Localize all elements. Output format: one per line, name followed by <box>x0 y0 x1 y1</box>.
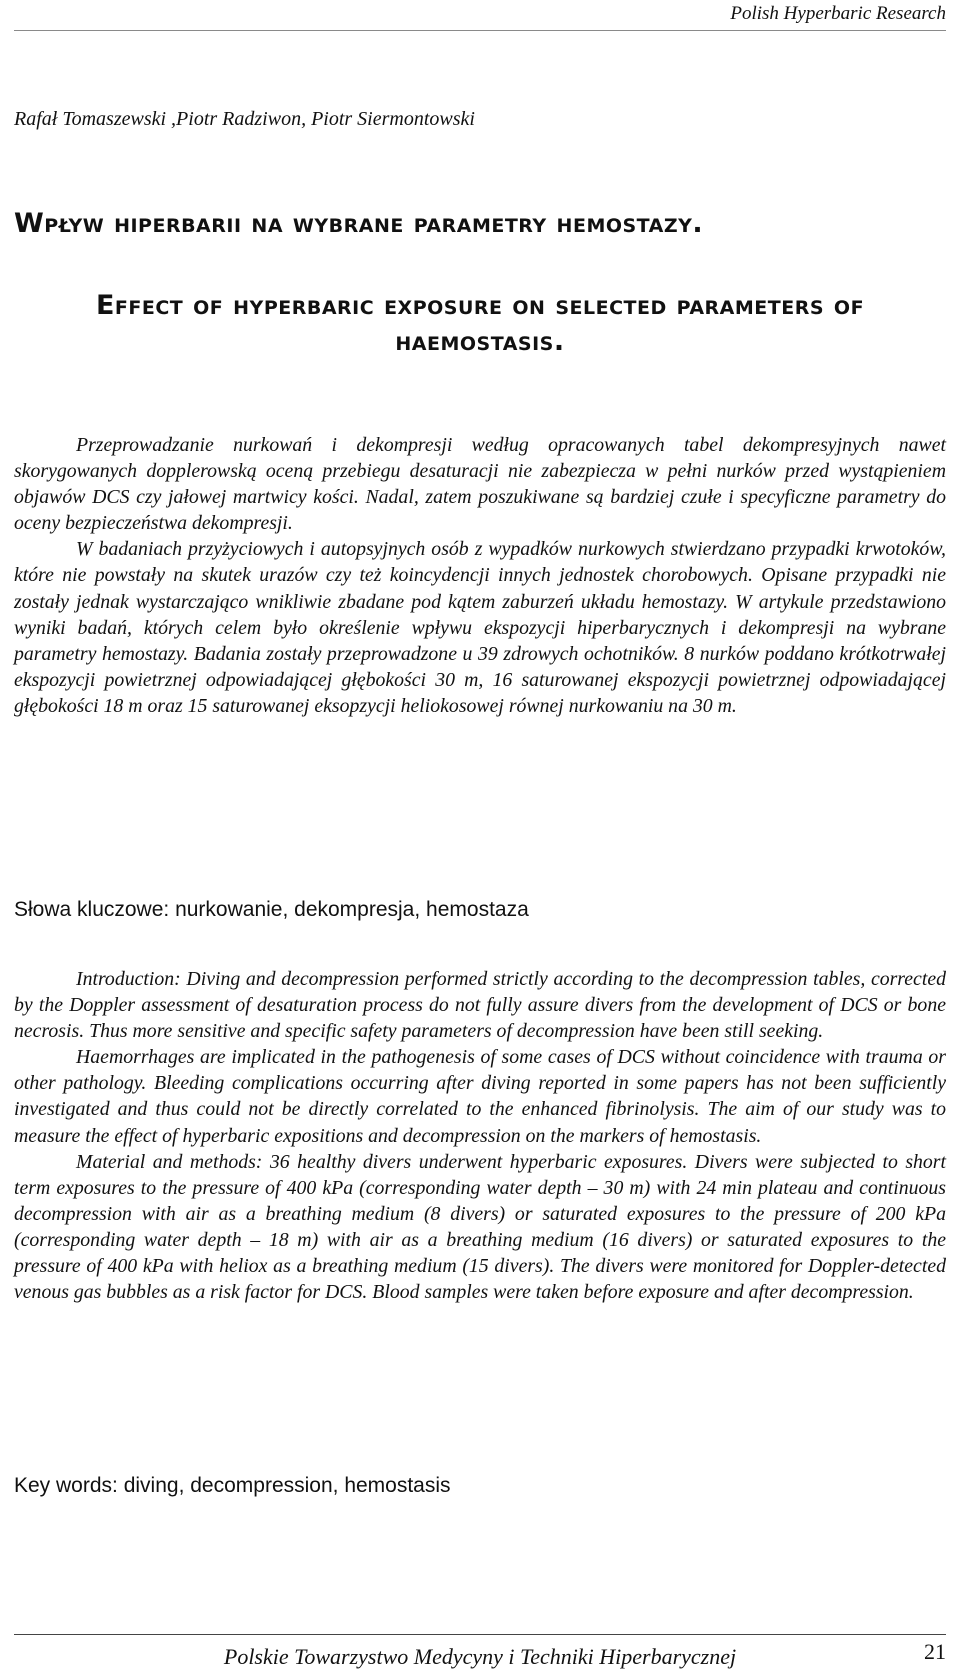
abstract-english <box>14 966 946 1305</box>
abstract-paragraph: Haemorrhages are implicated in the pathogenesis of some cases of DCS without coincidence with trauma or other pathology. Bleeding complications occurring after diving reported in some papers has not been sufficiently investigated and thus could not be directly correlated to the enhanced fibrinolysis. The aim of our study was to measure the effect of hyperbaric expositions and decompression on the markers of hemostasis. <box>14 1046 946 1147</box>
abstract-paragraph: W badaniach przyżyciowych i autopsyjnych osób z wypadków nurkowych stwierdzano przypadki krwotoków, które nie powstały na skutek urazów czy też koincydencji innych jednostek chorobowych. Opisane przypadki nie zostały jednak wystarczająco wnikliwie zbadane pod kątem zaburzeń układu hemostazy. W artykule przedstawiono wyniki badań, których celem było określenie wpływu ekspozycji hiperbarycznych i dekompresji na wybrane parametry hemostazy. Badania zostały przeprowadzone u 39 zdrowych ochotników. 8 nurków poddano krótkotrwałej ekspozycji powietrznej odpowiadającej głębokości 30 m, 16 saturowanej ekspozycji powietrznej odpowiadającej głębokości 18 m oraz 15 saturowanej eksopzycji heliokosowej równej nurkowaniu na 30 m. <box>14 538 946 717</box>
page-number: 21 <box>924 1639 946 1664</box>
abstract-paragraph: Przeprowadzanie nurkowań i dekompresji według opracowanych tabel dekompresyjnych nawet skorygowanych dopplerowską oceną przebiegu desaturacji nie zabezpiecza w pełni nurków przed wystąpieniem objawów DCS czy jałowej martwicy kości. Nadal, zatem poszukiwane są bardziej czułe i specyficzne parametry do oceny bezpieczeństwa dekompresji. <box>14 434 946 535</box>
journal-name: Polish Hyperbaric Research <box>730 3 946 24</box>
title-polish: Wpływ hiperbarii na wybrane parametry hemostazy. <box>14 208 704 239</box>
author-list: Rafał Tomaszewski ,Piotr Radziwon, Piotr Siermontowski <box>14 108 475 130</box>
abstract-paragraph: Material and methods: 36 healthy divers underwent hyperbaric exposures. Divers were subjected to short term exposures to the pressure of 400 kPa (corresponding water depth – 30 m) with 24 min plateau and continuous decompression with air as a breathing medium (8 divers) or saturated exposures to the pressure of 200 kPa (corresponding water depth – 18 m) with air as a breathing medium (16 divers) or saturated exposures to the pressure of 400 kPa with heliox as a breathing medium (15 divers). The divers were monitored for Doppler-detected venous gas bubbles as a risk factor for DCS. Blood samples were taken before exposure and after decompression. <box>14 1150 946 1304</box>
publisher-name: Polskie Towarzystwo Medycyny i Techniki Hiperbarycznej <box>223 1644 737 1669</box>
keywords-english: Key words: diving, decompression, hemostasis <box>14 1474 451 1497</box>
title-english: Effect of hyperbaric exposure on selected parameters of haemostasis. <box>95 290 865 357</box>
abstract-polish <box>14 432 946 719</box>
running-head <box>14 2 946 31</box>
page-footer <box>14 1634 946 1669</box>
abstract-paragraph: Introduction: Diving and decompression performed strictly according to the decompression tables, corrected by the Doppler assessment of desaturation process do not fully assure divers from the development of DCS or bone necrosis. Thus more sensitive and specific safety parameters of decompression have been still seeking. <box>14 968 946 1043</box>
keywords-polish: Słowa kluczowe: nurkowanie, dekompresja, hemostaza <box>14 898 529 921</box>
